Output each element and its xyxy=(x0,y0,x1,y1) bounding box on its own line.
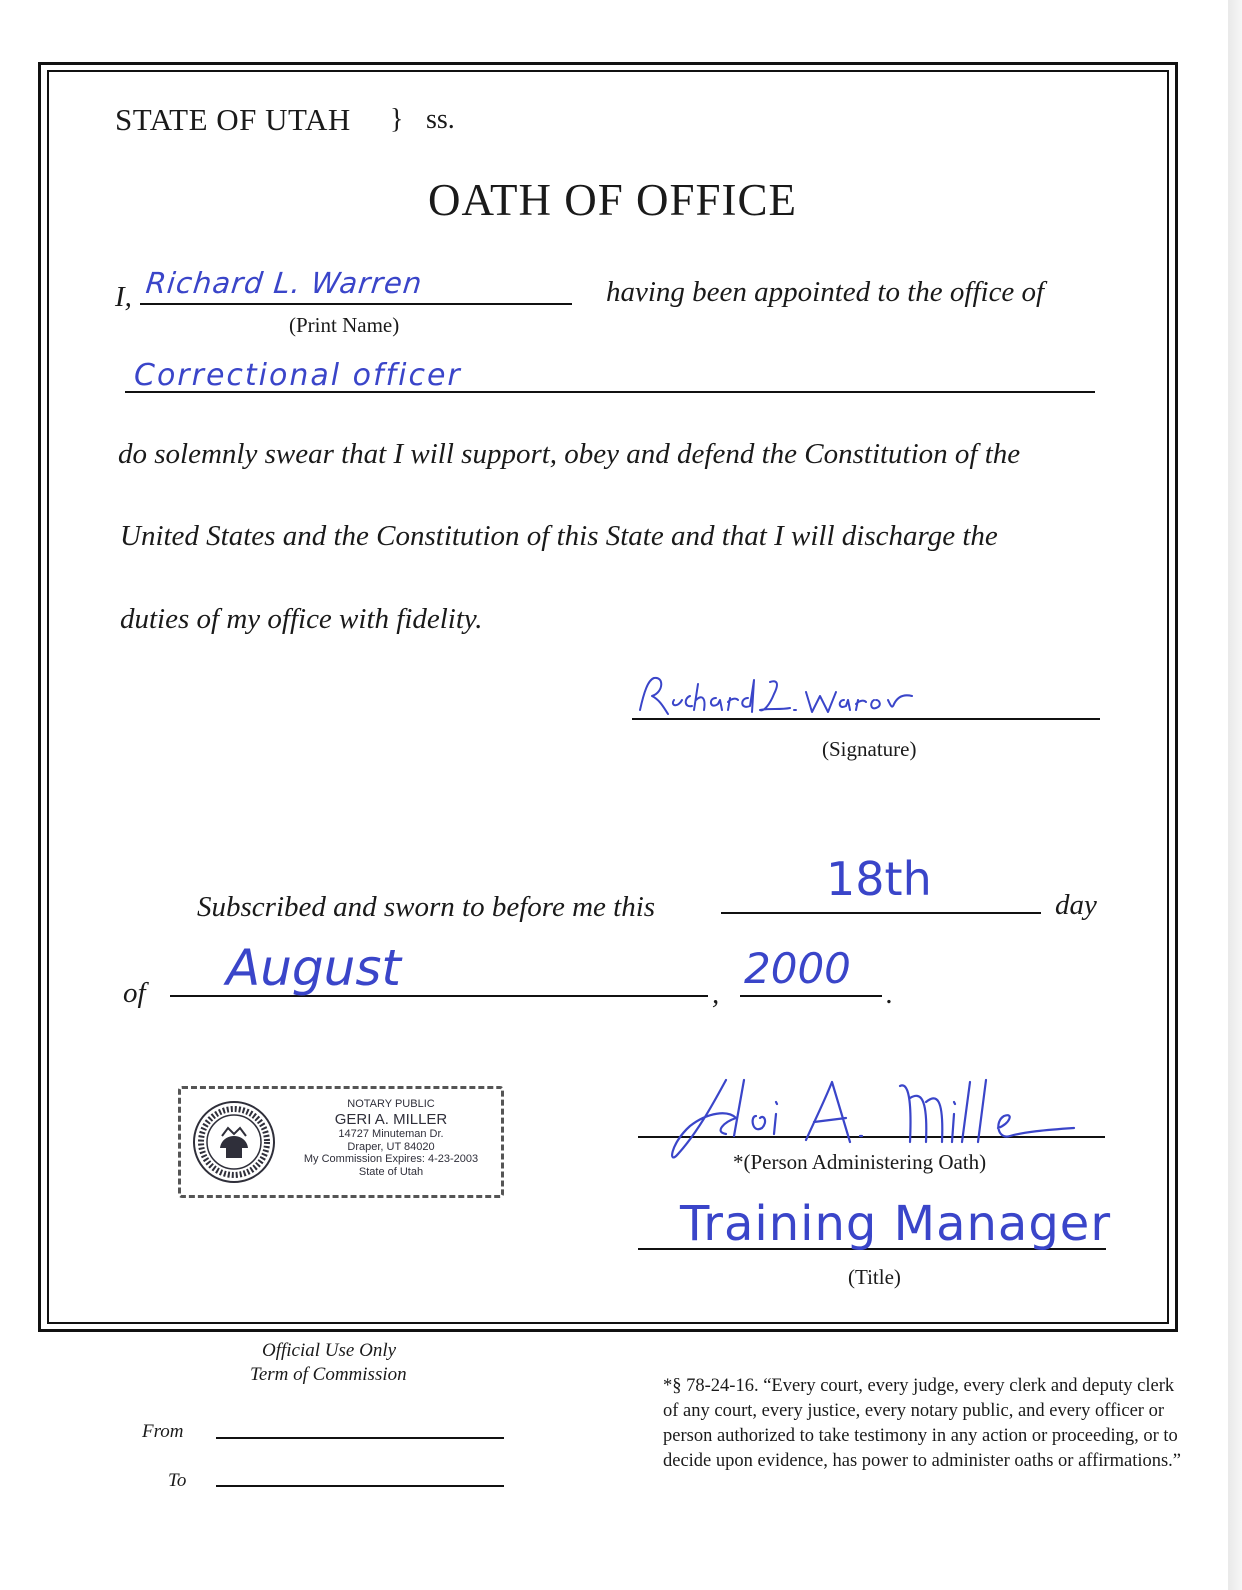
stamp-address: 14727 Minuteman Dr. xyxy=(338,1127,444,1140)
print-name-field[interactable]: Richard L. Warren xyxy=(144,266,425,300)
to-label: To xyxy=(168,1470,187,1491)
from-field[interactable] xyxy=(216,1437,504,1439)
year-field[interactable]: 2000 xyxy=(744,944,851,993)
print-name-caption: (Print Name) xyxy=(289,313,400,337)
to-field[interactable] xyxy=(216,1485,504,1487)
oath-body-line-3: duties of my office with fidelity. xyxy=(120,603,483,635)
document-title: OATH OF OFFICE xyxy=(427,175,798,225)
state-seal-icon xyxy=(192,1100,276,1184)
stamp-notary-name: GERI A. MILLER xyxy=(334,1110,448,1128)
appointed-text: having been appointed to the office of xyxy=(606,276,1045,308)
of-label: of xyxy=(123,977,146,1009)
statute-footnote: *§ 78-24-16. “Every court, every judge, every clerk and deputy clerk of any court, every justice, every notary public, and every officer or person authorized to take testimony in any action or proceeding, or to decide upon evidence, has power to administer oaths or affirmations.” xyxy=(663,1376,1182,1471)
day-label: day xyxy=(1055,889,1097,921)
official-use-heading: Official Use Only xyxy=(262,1340,397,1361)
administrator-caption: *(Person Administering Oath) xyxy=(733,1150,987,1174)
year-line xyxy=(740,995,882,997)
month-field[interactable]: August xyxy=(226,939,401,997)
stamp-city: Draper, UT 84020 xyxy=(347,1140,435,1153)
stamp-commission-expires: My Commission Expires: 4-23-2003 xyxy=(303,1153,479,1166)
i-prefix: I, xyxy=(115,281,132,313)
office-field[interactable]: Correctional officer xyxy=(134,358,462,393)
stamp-state: State of Utah xyxy=(358,1165,424,1178)
day-field[interactable]: 18th xyxy=(826,852,932,906)
oath-body-line-1: do solemnly swear that I will support, obey and defend the Constitution of the xyxy=(118,438,1021,470)
signature-caption: (Signature) xyxy=(822,737,917,761)
venue-brace: } xyxy=(390,104,404,135)
print-name-line xyxy=(140,303,572,305)
date-comma: , xyxy=(712,978,720,1010)
title-field[interactable]: Training Manager xyxy=(680,1196,1112,1252)
date-period: . xyxy=(886,978,894,1010)
page-edge-shadow xyxy=(1228,0,1242,1590)
notary-stamp xyxy=(178,1086,504,1198)
state-heading: STATE OF UTAH xyxy=(115,102,351,137)
term-of-commission-heading: Term of Commission xyxy=(250,1364,407,1385)
title-caption: (Title) xyxy=(848,1265,901,1289)
oath-taker-signature xyxy=(630,670,930,722)
subscribed-text: Subscribed and sworn to before me this xyxy=(197,891,656,923)
stamp-notary-public: NOTARY PUBLIC xyxy=(347,1098,435,1110)
day-line xyxy=(721,912,1041,914)
venue-ss: ss. xyxy=(426,104,455,135)
oath-body-line-2: United States and the Constitution of this State and that I will discharge the xyxy=(120,520,998,552)
from-label: From xyxy=(142,1421,184,1442)
